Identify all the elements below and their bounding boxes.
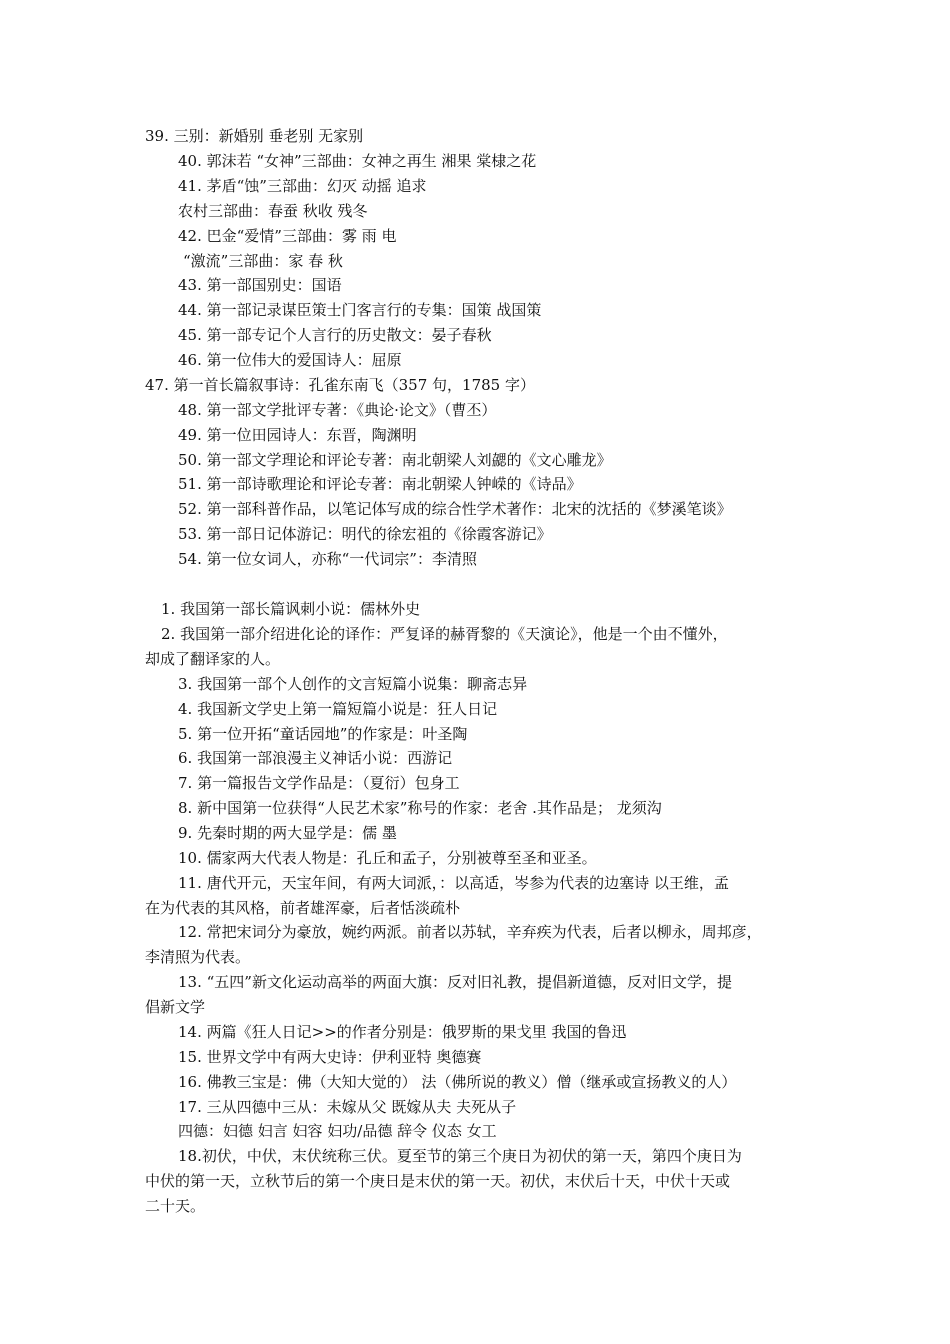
text-line: 8. 新中国第一位获得“人民艺术家”称号的作家：老舍 .其作品是； 龙须沟 [178, 799, 662, 817]
text-line: 47. 第一首长篇叙事诗：孔雀东南飞（357 句，1785 字） [145, 376, 535, 394]
text-line: 5. 第一位开拓“童话园地”的作家是：叶圣陶 [178, 725, 468, 743]
text-line: 39. 三别：新婚别 垂老别 无家别 [145, 127, 364, 145]
text-line: 46. 第一位伟大的爱国诗人：屈原 [178, 351, 402, 369]
text-line: 43. 第一部国别史：国语 [178, 276, 342, 294]
text-line: 54. 第一位女词人，亦称“一代词宗”：李清照 [178, 550, 477, 568]
text-line: 40. 郭沫若 “女神”三部曲：女神之再生 湘果 棠棣之花 [178, 152, 537, 170]
text-line: 四德：妇德 妇言 妇容 妇功/品德 辞令 仪态 女工 [178, 1122, 497, 1140]
text-line: 50. 第一部文学理论和评论专著：南北朝梁人刘勰的《文心雕龙》 [178, 451, 612, 469]
text-line: 二十天。 [145, 1197, 206, 1215]
text-line: 1. 我国第一部长篇讽刺小说：儒林外史 [161, 600, 421, 618]
text-line: 4. 我国新文学史上第一篇短篇小说是：狂人日记 [178, 700, 498, 718]
text-line: 17. 三从四德中三从：未嫁从父 既嫁从夫 夫死从子 [178, 1098, 517, 1116]
text-line: 在为代表的其风格，前者雄浑豪，后者恬淡疏朴 [145, 899, 461, 917]
text-line: 14. 两篇《狂人日记>>的作者分别是：俄罗斯的果戈里 我国的鲁迅 [178, 1023, 627, 1041]
text-line: 48. 第一部文学批评专著：《典论·论文》（曹丕） [178, 401, 497, 419]
text-line: 16. 佛教三宝是：佛（大知大觉的） 法（佛所说的教义）僧（继承或宣扬教义的人） [178, 1073, 737, 1091]
text-line: 6. 我国第一部浪漫主义神话小说：西游记 [178, 749, 453, 767]
text-line: 12. 常把宋词分为豪放，婉约两派。前者以苏轼，辛弃疾为代表，后者以柳永，周邦彦， [178, 923, 762, 941]
text-line: 49. 第一位田园诗人：东晋，陶渊明 [178, 426, 417, 444]
text-line: 44. 第一部记录谋臣策士门客言行的专集：国策 战国策 [178, 301, 542, 319]
text-line: 2. 我国第一部介绍进化论的译作：严复译的赫胥黎的《天演论》，他是一个由不懂外， [161, 625, 728, 643]
text-line: 13. “五四”新文化运动高举的两面大旗：反对旧礼教，提倡新道德，反对旧文学，提 [178, 973, 732, 991]
text-line: 53. 第一部日记体游记：明代的徐宏祖的《徐霞客游记》 [178, 525, 552, 543]
text-line: 15. 世界文学中有两大史诗：伊利亚特 奥德赛 [178, 1048, 482, 1066]
text-line: 倡新文学 [145, 998, 206, 1016]
text-line: 51. 第一部诗歌理论和评论专著：南北朝梁人钟嵘的《诗品》 [178, 475, 582, 493]
text-line: 11. 唐代开元，天宝年间，有两大词派，：以高适，岑参为代表的边塞诗 以王维，孟 [178, 874, 729, 892]
text-line: 李清照为代表。 [145, 948, 251, 966]
text-line: 52. 第一部科普作品，以笔记体写成的综合性学术著作：北宋的沈括的《梦溪笔谈》 [178, 500, 732, 518]
text-line: “激流”三部曲：家 春 秋 [183, 252, 343, 270]
text-line: 42. 巴金“爱情”三部曲：雾 雨 电 [178, 227, 397, 245]
text-line: 中伏的第一天，立秋节后的第一个庚日是末伏的第一天。初伏，末伏后十天，中伏十天或 [145, 1172, 731, 1190]
text-line: 41. 茅盾“蚀”三部曲：幻灭 动摇 追求 [178, 177, 427, 195]
text-line: 18.初伏，中伏，末伏统称三伏。夏至节的第三个庚日为初伏的第一天，第四个庚日为 [178, 1147, 742, 1165]
text-line: 3. 我国第一部个人创作的文言短篇小说集：聊斋志异 [178, 675, 528, 693]
text-line: 7. 第一篇报告文学作品是：（夏衍）包身工 [178, 774, 460, 792]
text-line: 却成了翻译家的人。 [145, 650, 281, 668]
text-line: 45. 第一部专记个人言行的历史散文：晏子春秋 [178, 326, 492, 344]
text-line: 农村三部曲：春蚕 秋收 残冬 [178, 202, 368, 220]
text-line: 10. 儒家两大代表人物是：孔丘和孟子，分别被尊至圣和亚圣。 [178, 849, 597, 867]
text-line: 9. 先秦时期的两大显学是：儒 墨 [178, 824, 397, 842]
